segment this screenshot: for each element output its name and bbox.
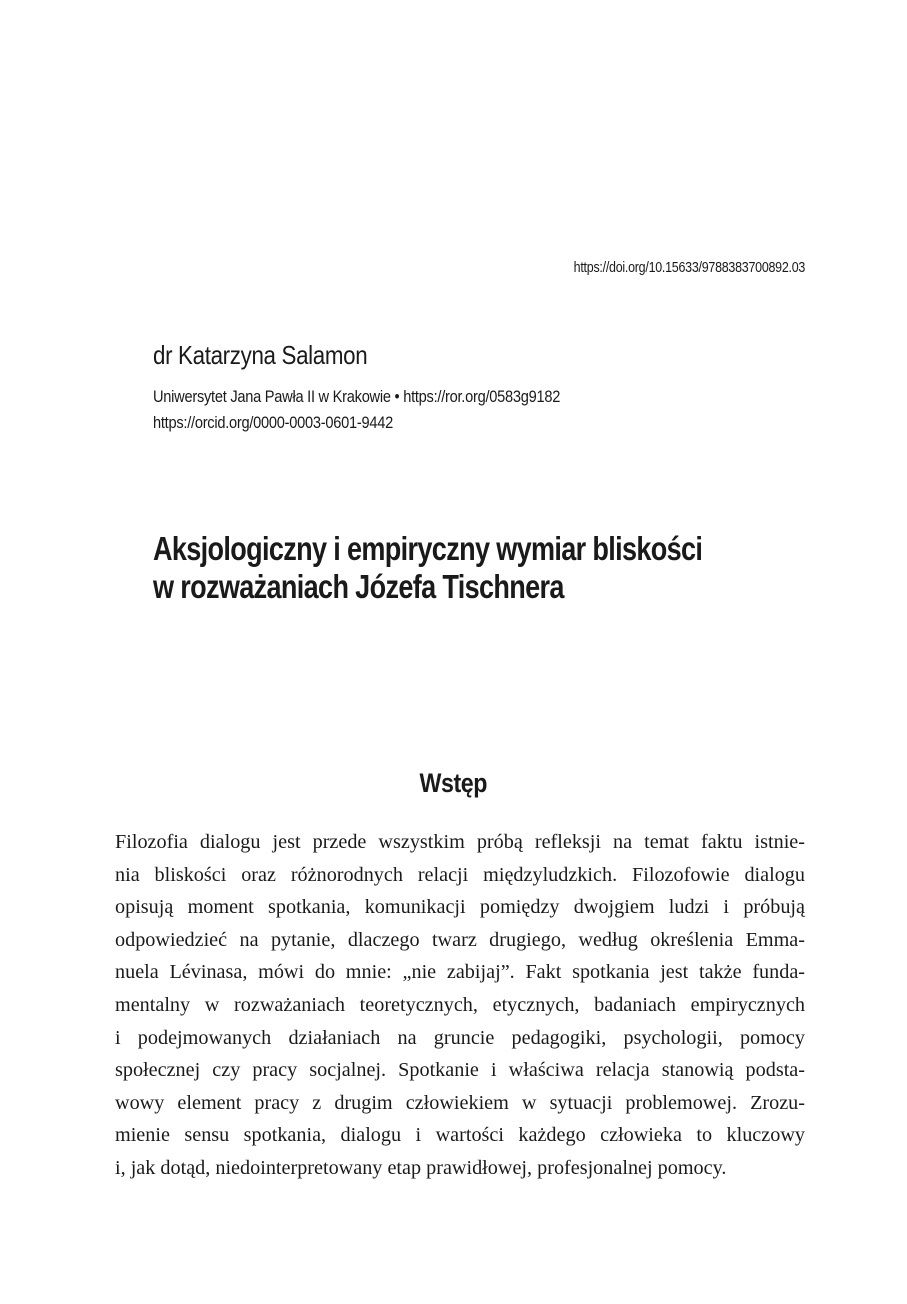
article-title [153,530,702,606]
section-heading-text: Wstęp [419,768,488,798]
paragraph-line: Filozofia dialogu jest przede wszystkim próbą refleksji na temat faktu istnie- [115,831,805,853]
paragraph-line: i podejmowanych działaniach na gruncie pedagogiki, psychologii, pomocy [115,1026,805,1049]
paragraph-line: opisują moment spotkania, komunikacji pomiędzy dwojgiem ludzi i próbują [115,896,805,919]
doi-link[interactable]: https://doi.org/10.15633/9788383700892.03 [573,260,805,276]
paragraph-line: nuela Lévinasa, mówi do mnie: „nie zabijaj”. Fakt spotkania jest także funda- [115,961,805,984]
paragraph-line: mienie sensu spotkania, dialogu i wartości każdego człowieka to kluczowy [115,1124,805,1147]
author-block [153,338,560,436]
section-heading [0,768,907,799]
author-affiliation: Uniwersytet Jana Pawła II w Krakowie • https://ror.org/0583g9182 [153,387,561,406]
author-orcid[interactable]: https://orcid.org/0000-0003-0601-9442 [153,413,393,432]
paragraph-line: odpowiedzieć na pytanie, dlaczego twarz drugiego, według określenia Emma- [115,928,805,951]
article-title-line-2: w rozważaniach Józefa Tischnera [153,568,564,605]
paragraph-line: mentalny w rozważaniach teoretycznych, etycznych, badaniach empirycznych [115,993,805,1016]
paragraph-line: nia bliskości oraz różnorodnych relacji międzyludzkich. Filozofowie dialogu [115,863,805,886]
paragraph-line: społecznej czy pracy socjalnej. Spotkanie i właściwa relacja stanowią podsta- [115,1059,805,1082]
paragraph-line: wowy element pracy z drugim człowiekiem w sytuacji problemowej. Zrozu- [115,1091,805,1114]
paragraph-line: i, jak dotąd, niedointerpretowany etap prawidłowej, profesjonalnej pomocy. [115,1156,727,1179]
body-paragraph [115,826,805,1185]
author-name: dr Katarzyna Salamon [153,340,368,370]
article-title-line-1: Aksjologiczny i empiryczny wymiar bliskości [153,530,703,567]
